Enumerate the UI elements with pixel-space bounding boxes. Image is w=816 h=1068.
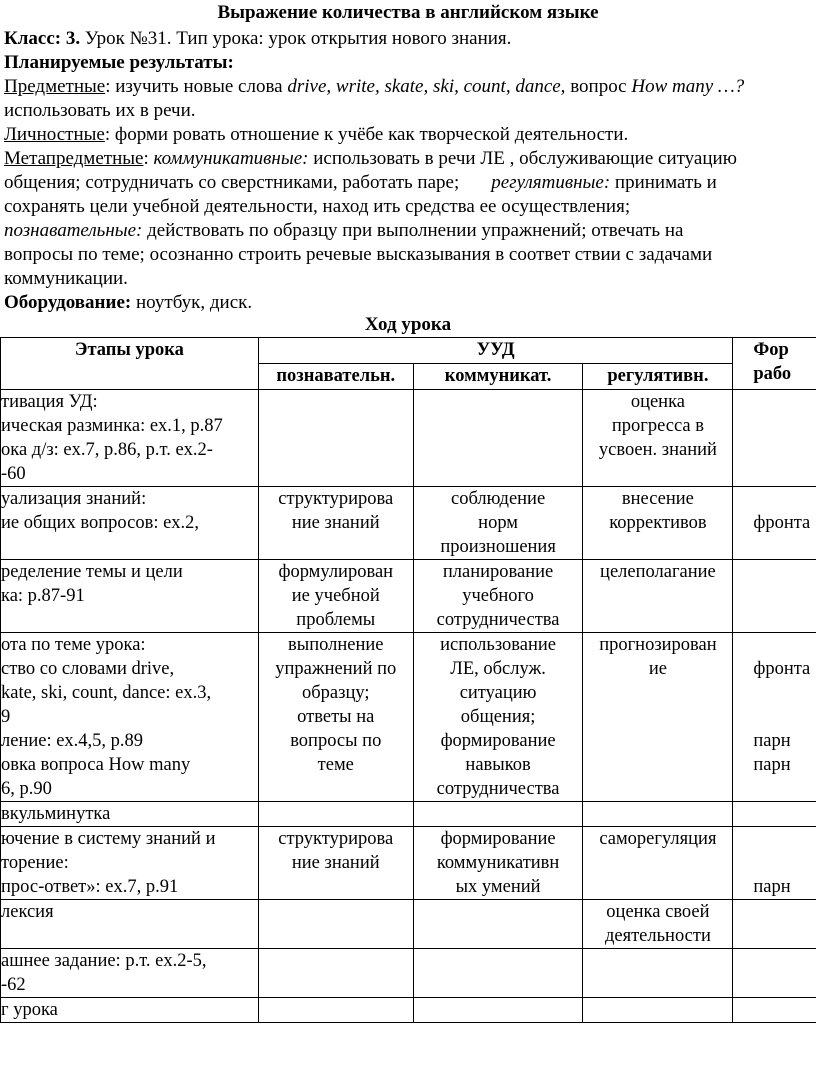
table-row	[1, 487, 816, 560]
class-label: Класс: 3.	[4, 28, 81, 49]
cognitive-cell	[258, 802, 413, 827]
form-cell-line: фронта	[753, 659, 811, 679]
stage-cell	[1, 487, 259, 560]
stage-cell-line: ределение темы и цели	[1, 562, 183, 582]
document-title: Выражение количества в английском языке	[217, 2, 599, 23]
form-cell-line	[753, 681, 816, 705]
header-cognitive: познавательн.	[258, 364, 413, 390]
meta-cog: познавательные:	[4, 220, 143, 241]
course-header: Ход урока	[364, 314, 452, 335]
table-row	[1, 900, 816, 949]
communicative-cell	[413, 827, 583, 900]
personal-label: Личностные	[4, 124, 105, 145]
subject-line	[4, 75, 744, 99]
equip-label: Оборудование:	[4, 292, 132, 313]
stage-cell	[1, 900, 259, 949]
header-uud: УУД	[258, 338, 733, 364]
meta-line5: вопросы по теме; осознанно строить речевые высказывания в соответ ствии с задачами	[4, 244, 713, 265]
cognitive-cell-line: структурирова	[278, 489, 394, 509]
regulative-cell	[583, 390, 733, 487]
meta-line1	[4, 147, 737, 171]
stage-cell	[1, 560, 259, 633]
header-regulative: регулятивн.	[583, 364, 733, 390]
communicative-cell	[413, 560, 583, 633]
equipment-line	[4, 291, 252, 315]
form-cell-line	[753, 633, 816, 657]
form-cell	[733, 998, 816, 1023]
table-body	[1, 390, 816, 1023]
communicative-cell-line: коммуникативн	[436, 853, 560, 873]
form-cell-line: парн	[753, 877, 791, 897]
regulative-cell-line: целеполагание	[600, 562, 716, 582]
header-form-line2: рабо	[753, 364, 792, 384]
meta-line6: коммуникации.	[4, 268, 128, 289]
personal-text: : форми ровать отношение к учёбе как творческой деятельности.	[104, 124, 629, 145]
communicative-cell-line: использование	[440, 635, 557, 655]
meta-text2: использовать в речи ЛЕ , обслуживающие ситуацию	[308, 148, 737, 169]
regulative-cell	[583, 560, 733, 633]
communicative-cell	[413, 900, 583, 949]
stage-cell-line: -60	[1, 464, 26, 484]
cognitive-cell-line: формулирован	[278, 562, 394, 582]
communicative-cell-line: формирование	[440, 829, 556, 849]
communicative-cell-line: навыков	[465, 755, 531, 775]
cognitive-cell-line: ние знаний	[291, 513, 380, 533]
stage-cell-line: ка: p.87-91	[1, 586, 85, 606]
stage-cell-line: ление: ex.4,5, p.89	[1, 731, 144, 751]
form-cell	[733, 390, 816, 487]
cognitive-cell-line: образцу;	[302, 683, 370, 703]
meta-label: Метапредметные	[4, 148, 144, 169]
regulative-cell	[583, 802, 733, 827]
stage-cell-line: вкульминутка	[1, 804, 111, 824]
subject-text2: вопрос	[565, 76, 632, 97]
stage-cell-line: овка вопроса How many	[1, 755, 191, 775]
stage-cell-line: ота по теме урока:	[1, 635, 146, 655]
form-cell-line: парн	[753, 755, 791, 775]
cognitive-cell-line: проблемы	[296, 610, 376, 630]
form-cell	[733, 949, 816, 998]
meta-line2b: принимать и	[610, 172, 717, 193]
form-cell	[733, 560, 816, 633]
regulative-cell	[583, 633, 733, 802]
subject-label: Предметные	[4, 76, 106, 97]
regulative-cell	[583, 949, 733, 998]
communicative-cell	[413, 998, 583, 1023]
form-cell	[733, 633, 816, 802]
regulative-cell	[583, 827, 733, 900]
table-row	[1, 949, 816, 998]
cognitive-cell	[258, 487, 413, 560]
table-row	[1, 802, 816, 827]
communicative-cell-line: ых умений	[455, 877, 541, 897]
stage-cell-line: тивация УД:	[1, 392, 98, 412]
cognitive-cell-line: ние знаний	[291, 853, 380, 873]
stage-cell	[1, 827, 259, 900]
header-communicative: коммуникат.	[413, 364, 583, 390]
form-cell	[733, 900, 816, 949]
stage-cell-line: прос-ответ»: ex.7, p.91	[1, 877, 179, 897]
form-cell	[733, 827, 816, 900]
cognitive-cell	[258, 998, 413, 1023]
meta-reg: регулятивные:	[491, 172, 611, 193]
cognitive-cell-line: структурирова	[278, 829, 394, 849]
stage-cell-line: kate, ski, count, dance: ex.3,	[1, 683, 212, 703]
communicative-cell-line: общения;	[460, 707, 536, 727]
cognitive-cell	[258, 560, 413, 633]
table-row	[1, 390, 816, 487]
cognitive-cell-line: выполнение	[288, 635, 384, 655]
lesson-table	[0, 337, 816, 1023]
stage-cell	[1, 802, 259, 827]
form-cell	[733, 802, 816, 827]
stage-cell-line: ючение в систему знаний и	[1, 829, 216, 849]
stage-cell-line: лексия	[1, 902, 54, 922]
subject-line2: использовать их в речи.	[4, 100, 196, 121]
planned-header: Планируемые результаты:	[4, 52, 234, 73]
cognitive-cell-line: ответы на	[297, 707, 375, 727]
meta-text1: :	[143, 148, 154, 169]
communicative-cell	[413, 949, 583, 998]
regulative-cell-line: внесение	[621, 489, 694, 509]
stage-cell-line: ие общих вопросов: ex.2,	[1, 513, 200, 533]
meta-line3: сохранять цели учебной деятельности, наход ить средства ее осуществления;	[4, 196, 631, 217]
communicative-cell-line: сотрудничества	[436, 779, 560, 799]
cognitive-cell	[258, 900, 413, 949]
stage-cell-line: ическая разминка: ex.1, p.87	[1, 416, 223, 436]
meta-line2a: общения; сотрудничать со сверстниками, работать паре;	[4, 172, 460, 193]
table-row	[1, 827, 816, 900]
stage-cell-line: 6, p.90	[1, 779, 52, 799]
cognitive-cell-line: упражнений по	[275, 659, 397, 679]
form-cell	[733, 487, 816, 560]
communicative-cell	[413, 633, 583, 802]
regulative-cell-line: ие	[648, 659, 667, 679]
subject-question: How many …?	[631, 76, 745, 97]
meta-comm: коммуникативные:	[153, 148, 309, 169]
stage-cell-line: ашнее задание: р.т. ex.2-5,	[1, 951, 207, 971]
regulative-cell	[583, 487, 733, 560]
communicative-cell	[413, 390, 583, 487]
communicative-cell-line: сотрудничества	[436, 610, 560, 630]
equip-text: ноутбук, диск.	[131, 292, 253, 313]
table-row	[1, 633, 816, 802]
subject-text1: : изучить новые слова	[105, 76, 288, 97]
stage-cell-line: ока д/з: ex.7, p.86, р.т. ex.2-	[1, 440, 213, 460]
communicative-cell	[413, 802, 583, 827]
regulative-cell-line: прогнозирован	[599, 635, 717, 655]
regulative-cell-line: коррективов	[609, 513, 707, 533]
meta-line2	[4, 171, 717, 195]
stage-cell-line: уализация знаний:	[1, 489, 147, 509]
header-form-line1: Фор	[753, 340, 789, 360]
cognitive-cell	[258, 827, 413, 900]
regulative-cell-line: оценка	[630, 392, 685, 412]
cognitive-cell	[258, 633, 413, 802]
stage-cell-line: г урока	[1, 1000, 58, 1020]
communicative-cell-line: произношения	[440, 537, 556, 557]
communicative-cell-line: норм	[478, 513, 518, 533]
form-cell-line	[753, 487, 816, 511]
meta-line4-text: действовать по образцу при выполнении упражнений; отвечать на	[142, 220, 684, 241]
form-cell-line: фронта	[753, 513, 811, 533]
personal-line	[4, 123, 628, 147]
stage-cell	[1, 633, 259, 802]
lesson-info: Урок №31. Тип урока: урок открытия нового знания.	[80, 28, 512, 49]
regulative-cell	[583, 998, 733, 1023]
subject-words: drive, write, skate, ski, count, dance,	[287, 76, 566, 97]
stage-cell-line: 9	[1, 707, 11, 727]
stage-cell	[1, 949, 259, 998]
table-row	[1, 998, 816, 1023]
communicative-cell	[413, 487, 583, 560]
communicative-cell-line: формирование	[440, 731, 556, 751]
cognitive-cell	[258, 949, 413, 998]
header-stages: Этапы урока	[1, 338, 259, 390]
cognitive-cell-line: вопросы по	[290, 731, 382, 751]
stage-cell-line: торение:	[1, 853, 69, 873]
communicative-cell-line: планирование	[442, 562, 554, 582]
regulative-cell-line: оценка своей	[606, 902, 710, 922]
cognitive-cell-line: теме	[317, 755, 354, 775]
regulative-cell-line: деятельности	[604, 926, 711, 946]
stage-cell-line: ство со словами drive,	[1, 659, 175, 679]
regulative-cell-line: саморегуляция	[599, 829, 717, 849]
form-cell-line	[753, 705, 816, 729]
form-cell-line: парн	[753, 731, 791, 751]
stage-cell	[1, 998, 259, 1023]
communicative-cell-line: учебного	[462, 586, 534, 606]
communicative-cell-line: соблюдение	[451, 489, 546, 509]
meta-line4	[4, 219, 683, 243]
communicative-cell-line: ЛЕ, обслуж.	[450, 659, 546, 679]
stage-cell	[1, 390, 259, 487]
header-form	[733, 338, 816, 390]
regulative-cell-line: усвоен. знаний	[598, 440, 717, 460]
cognitive-cell	[258, 390, 413, 487]
communicative-cell-line: ситуацию	[459, 683, 537, 703]
form-cell-line	[753, 851, 816, 875]
form-cell-line	[753, 827, 816, 851]
class-line	[4, 27, 511, 51]
regulative-cell	[583, 900, 733, 949]
regulative-cell-line: прогресса в	[611, 416, 704, 436]
cognitive-cell-line: ие учебной	[291, 586, 380, 606]
table-row	[1, 560, 816, 633]
stage-cell-line: -62	[1, 975, 26, 995]
